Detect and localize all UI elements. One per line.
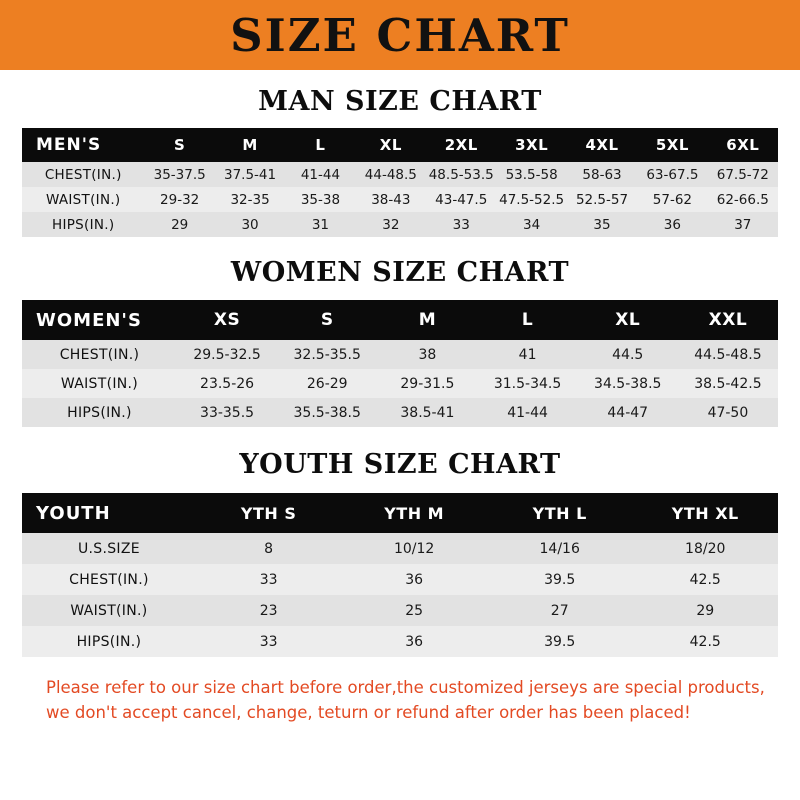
col-header-m: M	[242, 136, 258, 154]
cell: 23	[259, 602, 278, 619]
cell: 38-43	[371, 191, 411, 208]
cell: 31	[311, 216, 330, 233]
cell: 36	[405, 633, 424, 650]
cell: 27	[550, 602, 569, 619]
col-header-yth-l: YTH L	[532, 503, 587, 523]
table-row	[22, 369, 778, 398]
col-header-label: YOUTH	[36, 502, 111, 524]
cell: 30	[241, 216, 259, 233]
cell: 63-67.5	[646, 166, 699, 183]
col-header-5xl: 5XL	[655, 136, 689, 154]
col-header-l: L	[315, 136, 326, 154]
cell: 44-48.5	[364, 166, 417, 183]
cell: 33	[259, 571, 278, 588]
col-header-label: MEN'S	[36, 135, 102, 155]
cell: 29.5-32.5	[193, 346, 261, 363]
cell: 47-50	[707, 404, 749, 421]
cell: 41-44	[300, 166, 341, 183]
content	[0, 86, 800, 726]
cell: 35.5-38.5	[293, 404, 361, 421]
col-header-label: WOMEN'S	[36, 309, 142, 331]
cell: 25	[405, 602, 424, 619]
col-header-l: L	[521, 310, 534, 330]
row-label: CHEST(IN.)	[69, 571, 149, 588]
cell: 29-31.5	[400, 375, 455, 392]
cell: 58-63	[582, 166, 622, 183]
youth-section-title: YOUTH SIZE CHART	[239, 449, 561, 480]
row-label: CHEST(IN.)	[59, 346, 140, 363]
col-header-s: S	[174, 136, 186, 154]
table-row	[22, 212, 778, 237]
cell: 35-37.5	[153, 166, 206, 183]
footer-note-line-1: Please refer to our size chart before order,the customized jerseys are special products,	[46, 678, 765, 697]
table-row	[22, 187, 778, 212]
cell: 47.5-52.5	[499, 191, 565, 208]
table-row	[22, 398, 778, 427]
cell: 34	[523, 216, 541, 233]
cell: 33-35.5	[200, 404, 255, 421]
cell: 38.5-41	[400, 404, 455, 421]
cell: 67.5-72	[716, 166, 769, 183]
cell: 33	[259, 633, 278, 650]
col-header-xl: XL	[615, 310, 641, 330]
women-section-title: WOMEN SIZE CHART	[230, 257, 570, 288]
table-row	[22, 564, 778, 595]
cell: 39.5	[544, 633, 576, 650]
cell: 48.5-53.5	[428, 166, 494, 183]
table-row	[22, 595, 778, 626]
col-header-6xl: 6XL	[726, 136, 760, 154]
col-header-m: M	[418, 310, 437, 330]
cell: 29	[171, 216, 189, 233]
cell: 35-38	[300, 191, 341, 208]
cell: 14/16	[539, 540, 580, 557]
cell: 53.5-58	[505, 166, 558, 183]
row-label: WAIST(IN.)	[60, 375, 139, 392]
cell: 26-29	[306, 375, 348, 392]
cell: 35	[593, 216, 611, 233]
col-header-yth-m: YTH M	[384, 503, 445, 523]
col-header-xs: XS	[213, 310, 241, 330]
cell: 57-62	[652, 191, 693, 208]
cell: 34.5-38.5	[594, 375, 662, 392]
banner	[0, 0, 800, 70]
table-row	[22, 533, 778, 564]
cell: 44.5-48.5	[694, 346, 762, 363]
man-section-title: MAN SIZE CHART	[258, 86, 542, 117]
table-row	[22, 626, 778, 657]
cell: 32	[382, 216, 400, 233]
cell: 38.5-42.5	[694, 375, 762, 392]
row-label: WAIST(IN.)	[45, 191, 121, 208]
col-header-yth-xl: YTH XL	[671, 503, 739, 523]
col-header-3xl: 3XL	[515, 136, 549, 154]
cell: 36	[663, 216, 681, 233]
cell: 29-32	[160, 191, 200, 208]
cell: 42.5	[689, 571, 721, 588]
cell: 37.5-41	[224, 166, 277, 183]
row-label: HIPS(IN.)	[52, 216, 115, 233]
cell: 32.5-35.5	[293, 346, 361, 363]
cell: 38	[418, 346, 437, 363]
cell: 36	[405, 571, 424, 588]
cell: 43-47.5	[435, 191, 488, 208]
cell: 42.5	[689, 633, 721, 650]
cell: 62-66.5	[716, 191, 769, 208]
table-header-row	[22, 128, 778, 162]
cell: 23.5-26	[200, 375, 255, 392]
page-title: SIZE CHART	[230, 8, 570, 62]
col-header-yth-s: YTH S	[240, 503, 297, 523]
table-header-row	[22, 300, 778, 340]
col-header-4xl: 4XL	[585, 136, 619, 154]
cell: 52.5-57	[575, 191, 629, 208]
cell: 44.5	[612, 346, 644, 363]
youth-size-table	[22, 493, 778, 657]
row-label: U.S.SIZE	[77, 540, 140, 557]
table-row	[22, 340, 778, 369]
cell: 8	[264, 540, 274, 557]
table-row	[22, 162, 778, 187]
cell: 33	[452, 216, 470, 233]
col-header-s: S	[320, 310, 334, 330]
footer-note-line-2: we don't accept cancel, change, teturn or refund after order has been placed!	[46, 702, 691, 722]
man-size-table	[22, 128, 778, 237]
cell: 41-44	[507, 404, 548, 421]
cell: 32-35	[230, 191, 270, 208]
footer-note	[22, 676, 778, 726]
col-header-xl: XL	[379, 136, 402, 154]
col-header-xxl: XXL	[708, 310, 748, 330]
cell: 37	[734, 216, 752, 233]
table-header-row	[22, 493, 778, 533]
cell: 29	[696, 602, 715, 619]
cell: 39.5	[544, 571, 576, 588]
cell: 44-47	[607, 404, 649, 421]
row-label: HIPS(IN.)	[76, 633, 142, 650]
cell: 41	[518, 346, 537, 363]
row-label: WAIST(IN.)	[70, 602, 148, 619]
women-size-table	[22, 300, 778, 427]
cell: 31.5-34.5	[493, 375, 562, 392]
col-header-2xl: 2XL	[444, 136, 478, 154]
row-label: HIPS(IN.)	[67, 404, 132, 421]
row-label: CHEST(IN.)	[44, 166, 122, 183]
cell: 18/20	[685, 540, 726, 557]
cell: 10/12	[393, 540, 435, 557]
